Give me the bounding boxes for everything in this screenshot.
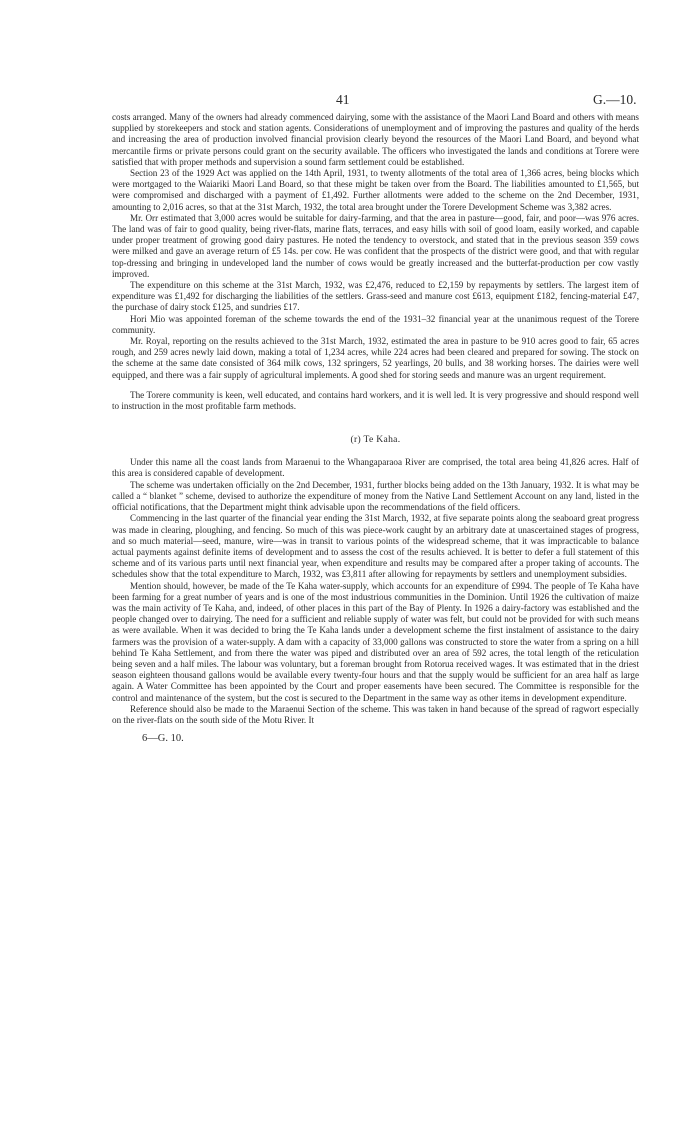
paragraph: Mr. Orr estimated that 3,000 acres would be suitable for dairy-farming, and that the area in pasture—good, fair, and poor—was 976 acres. The land was of fair to good quality, being river-flats, marine flats, terraces, and easy hills with soil of good loam, easily worked, and capable under proper treatment of growing good dairy pastures. He noted the tendency to overstock, and stated that in the previous season 359 cows were milked and gave an average return of £5 14s. per cow. He was confident that the prospects of the district were good, and that with regular top-dressing and bringing in undeveloped land the number of cows would be greatly increased and the butterfat-production per cow vastly improved.	[112, 212, 639, 279]
paragraph: The scheme was undertaken officially on the 2nd December, 1931, further blocks being added on the 13th January, 1932. It is what may be called a “ blanket ” scheme, devised to authorize the expenditure of money from the Native Land Settlement Account on any land, listed in the official notifications, that the Department might think advisable upon the recommendations of the field officers.	[112, 479, 639, 513]
paragraph: Commencing in the last quarter of the financial year ending the 31st March, 1932, at five separate points along the seaboard great progress was made in clearing, ploughing, and fencing. So much of this was piece-work caught by an arbitrary date at unascertained stages of progress, and so much material—seed, manure, wire—was in transit to various points of the widespread scheme, that it was impracticable to balance actual payments against definite items of development and to assess the cost of the results achieved. It is better to defer a full statement of this scheme and of its various parts until next financial year, when expenditure and results may be compared after a proper taking of accounts. The schedules show that the total expenditure to March, 1932, was £3,811 after allowing for repayments by settlers and unemployment subsidies.	[112, 513, 639, 580]
section-heading: (r) Te Kaha.	[350, 434, 401, 446]
paragraph: The Torere community is keen, well educated, and contains hard workers, and it is well led. It is very progressive and should respond well to instruction in the most profitable farm methods.	[112, 389, 639, 412]
paragraph: Hori Mio was appointed foreman of the scheme towards the end of the 1931–32 financial year at the unanimous request of the Torere community.	[112, 313, 639, 335]
document-code: G.—10.	[593, 92, 637, 107]
page-number: 41	[336, 92, 350, 107]
paragraph: Section 23 of the 1929 Act was applied on the 14th April, 1931, to twenty allotments of the total area of 1,366 acres, being blocks which were mortgaged to the Waiariki Maori Land Board, so that these might be taken over from the Board. The liabilities amounted to £1,565, but were compromised and discharged with a payment of £1,492. Further allotments were added to the scheme on the 2nd December, 1931, amounting to 2,016 acres, so that at the 31st March, 1932, the total area brought under the Torere Development Scheme was 3,382 acres.	[112, 168, 639, 212]
page-body	[112, 112, 639, 744]
signature-mark: 6—G. 10.	[142, 733, 184, 745]
paragraph: Mention should, however, be made of the Te Kaha water-supply, which accounts for an expenditure of £994. The people of Te Kaha have been farming for a great number of years and is one of the most industrious communities in the Dominion. Until 1926 the cultivation of maize was the main activity of Te Kaha, and, indeed, of other places in this part of the Bay of Plenty. In 1926 a dairy-factory was established and the people changed over to dairying. The need for a sufficient and reliable supply of water was felt, but could not be provided for with such means as were available. When it was decided to bring the Te Kaha lands under a development scheme the first instalment of assistance to the dairy farmers was the provision of a water-supply. A dam with a capacity of 33,000 gallons was constructed to store the water from a spring on a hill behind Te Kaha Settlement, and from there the water was piped and distributed over an area of 592 acres, the total length of the reticulation being seven and a half miles. The labour was voluntary, but a foreman brought from Rotorua received wages. It was estimated that in the driest season eighteen thousand gallons would be available every twenty-four hours and that the supply would be sufficient for an area half as large again. A Water Committee has been appointed by the Court and proper easements have been secured. The Committee is responsible for the control and maintenance of the system, but the cost is secured to the Department in the same way as other items in development expenditure.	[112, 580, 639, 703]
paragraph: Reference should also be made to the Maraenui Section of the scheme. This was taken in hand because of the spread of ragwort especially on the river-flats on the south side of the Motu River. It	[112, 703, 639, 725]
paragraph: costs arranged. Many of the owners had already commenced dairying, some with the assistance of the Maori Land Board and others with means supplied by storekeepers and stock and station agents. Considerations of unemployment and of improving the pastures and quality of the herds and increasing the area of production involved financial provision clearly beyond the resources of the Maori Land Board, and beyond what mercantile firms or private persons could grant on the security available. The officers who investigated the lands and conditions at Torere were satisfied that with proper methods and supervision a sound farm settlement could be established.	[112, 112, 639, 167]
paragraph: Under this name all the coast lands from Maraenui to the Whangaparaoa River are comprised, the total area being 41,826 acres. Half of this area is considered capable of development.	[112, 457, 639, 479]
paragraph: The expenditure on this scheme at the 31st March, 1932, was £2,476, reduced to £2,159 by repayments by settlers. The largest item of expenditure was £1,492 for discharging the liabilities of the settlers. Grass-seed and manure cost £613, equipment £182, fencing-material £47, the purchase of dairy stock £125, and sundries £17.	[112, 280, 639, 313]
paragraph: Mr. Royal, reporting on the results achieved to the 31st March, 1932, estimated the area in pasture to be 910 acres good to fair, 65 acres rough, and 259 acres newly laid down, making a total of 1,234 acres, while 224 acres had been cleared and prepared for sowing. The stock on the scheme at the same date consisted of 364 milk cows, 132 springers, 52 yearlings, 20 bulls, and 38 working horses. The dairies were well equipped, and there was a fair supply of agricultural implements. A good shed for storing seeds and manure was an urgent requirement.	[112, 336, 639, 380]
